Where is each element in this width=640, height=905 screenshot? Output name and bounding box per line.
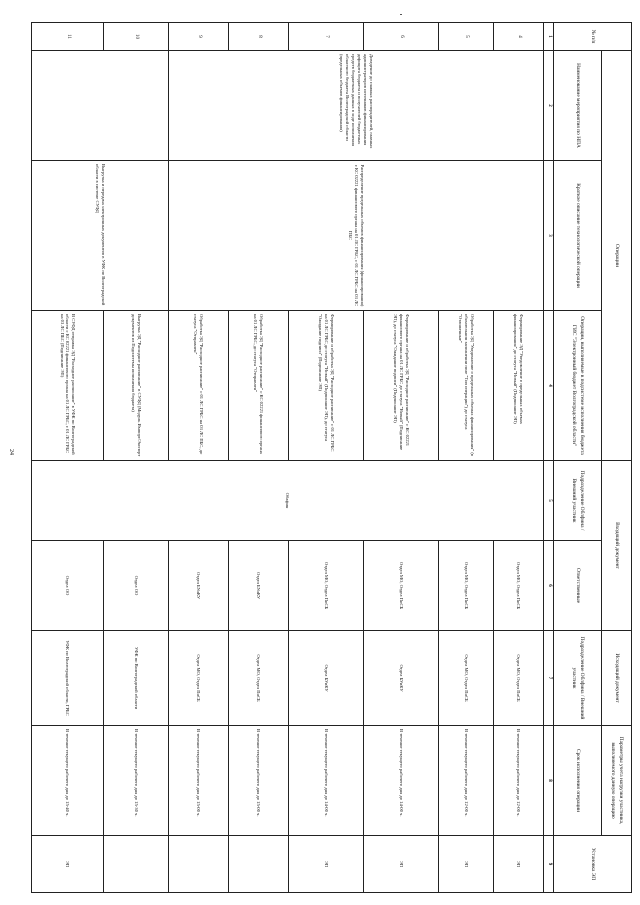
sign-cell: ЭП [364, 836, 439, 893]
header-output-doc: Исходящий документ [602, 631, 632, 726]
deadline-cell: В течение текущего рабочего дня до 15-40 ч. [32, 726, 104, 836]
table-row [104, 23, 169, 893]
row-no: 4 [494, 23, 544, 51]
responsible-cell: Отдел БУиКУ [229, 541, 289, 631]
tech-desc-cell: Выгрузка и передача электронных документов в УФК по Волгоградской области в системе СУФД [32, 161, 169, 311]
out-division-cell: Отдел БУиКУ [364, 631, 439, 726]
out-division-cell: Отдел МО, Отдел ПиСБ [169, 631, 229, 726]
out-division-cell: УФК по Волгоградской области, ГРБС [32, 631, 104, 726]
in-division-cell: Облфин [32, 461, 544, 541]
operations-table [31, 22, 632, 893]
deadline-cell: В течение текущего рабочего дня до 12-00 ч. [439, 726, 494, 836]
deadline-cell: В течение текущего рабочего дня до 15-00 ч. [169, 726, 229, 836]
deadline-cell: В течение текущего рабочего дня до 15-00 ч. [229, 726, 289, 836]
operation-cell: В СУФД отправка ЭД "Расходное расписание" в УФК по Волгоградской области с КС 02221 финансового органа на 01 ЛС ГРБС, с 01 ЛС ГРБС на 03 ЛС ПБС (Подписание ЭП) [32, 311, 104, 461]
operation-cell: Выгрузка ЭД "Расходное расписание" в СУФД (Модуль Импорт/Экспорт документов из Подсистемы исполнения бюджета) [104, 311, 169, 461]
col-index: 9 [544, 836, 554, 893]
deadline-cell: В течение текущего рабочего дня до 12-00 ч. [494, 726, 544, 836]
col-index: 6 [544, 541, 554, 631]
npa-cell-empty [32, 51, 169, 161]
header-in-division: Подразделение Облфина / Внешний участник [554, 461, 602, 541]
responsible-cell: Отдел МО, Отдел ПиСБ [439, 541, 494, 631]
out-division-cell: УФК по Волгоградской области [104, 631, 169, 726]
row-no: 8 [229, 23, 289, 51]
operation-cell: Формирование и обработка ЭД "Расходное расписание" с 01 ЛС ГРБС на 01 ЛС ГРБС до статуса "Новый" (Подписание ЭП), до статуса "Ожидание подписи" (Подписание ЭП) [289, 311, 364, 461]
sign-cell: ЭП [32, 836, 104, 893]
header-sign: Установка ЭП [554, 836, 632, 893]
responsible-cell: Отдел МО, Отдел ПиСБ [289, 541, 364, 631]
out-division-cell: Отдел БУиКУ [289, 631, 364, 726]
sign-cell [169, 836, 229, 893]
page-number: 24 [8, 449, 14, 455]
scan-mark [400, 14, 402, 15]
table-row [494, 23, 544, 893]
operation-cell: Обработка ЭД "Расходное расписание" с КС 02221 финансового органа на 01 ЛС ГРБС, до статуса "Отправлен" [229, 311, 289, 461]
header-deadline: Срок исполнения операции [554, 726, 602, 836]
header-operations: Операции [602, 51, 632, 461]
responsible-cell: Отдел БУиКУ [169, 541, 229, 631]
rotated-table-page [32, 22, 632, 892]
col-index: 8 [544, 726, 554, 836]
row-no: 6 [364, 23, 439, 51]
operation-cell: Формирование и обработка ЭД "Расходное расписание" с КС 02221 финансового органа на 01 ЛС ГРБС до статуса "Новый" (Подписание ЭП), до статуса "Ожидание подписи" (Подписание ЭП) [364, 311, 439, 461]
header-input-doc: Входящий документ [602, 461, 632, 631]
responsible-cell: Отдел ОО [32, 541, 104, 631]
header-responsible: Ответственные [554, 541, 602, 631]
sign-cell: ЭП [439, 836, 494, 893]
out-division-cell: Отдел МО, Отдел ПиСБ [494, 631, 544, 726]
sign-cell: ЭП [289, 836, 364, 893]
out-division-cell: Отдел МО, Отдел ПиСБ [229, 631, 289, 726]
col-index: 3 [544, 161, 554, 311]
operation-cell: Обработка ЭД "Расходное расписание" с 01 ЛС ГРБС на 03 ЛС ПБС, до статуса "Отправлен" [169, 311, 229, 461]
operation-cell: Обработка ЭД "Уведомление о предельных объемах финансирования" (в обязательном заполнении поле "Тип операции") до статуса "Отложенные" [439, 311, 494, 461]
row-no: 7 [289, 23, 364, 51]
tech-desc-cell: Распределение предельных объемов финансирования (финансирования) с КС 02221 финансового органа на 01 ЛС ГРБС, с 01 ЛС ГРБС на 03 ЛС ПБС [169, 161, 544, 311]
header-ops-gis: Операции, выполняемые в подсистеме исполнения бюджета ГИС "Электронный бюджет Волгоградской области" [554, 311, 602, 461]
header-row-no: № п/п [554, 23, 632, 51]
col-index: 7 [544, 631, 554, 726]
deadline-cell: В течение текущего рабочего дня до 14-00 ч. [289, 726, 364, 836]
col-index: 4 [544, 311, 554, 461]
header-out-division: Подразделение Облфина / Внешний участник [554, 631, 602, 726]
out-division-cell: Отдел МО, Отдел ПиСБ [439, 631, 494, 726]
sign-cell: ЭП [494, 836, 544, 893]
header-params: Параметры учета нагрузки участника, выполняемого данную операцию [602, 726, 632, 836]
col-index: 2 [544, 51, 554, 161]
deadline-cell: В течение текущего рабочего дня до 15-30 ч. [104, 726, 169, 836]
row-no: 9 [169, 23, 229, 51]
header-tech-desc: Краткое описание технологической операции [554, 161, 602, 311]
row-no: 11 [32, 23, 104, 51]
npa-cell: Доведение до главных распорядителей, главных администраторов источников финансирования дефицита бюджета и получателей бюджетных средств бюджетных данных в ходе исполнения областного бюджета Волгоградской области (предельных объемов финансирования) [169, 51, 544, 161]
responsible-cell: Отдел МО, Отдел ПиСБ [364, 541, 439, 631]
row-no: 10 [104, 23, 169, 51]
header-npa: Наименование мероприятия по НПА [554, 51, 602, 161]
responsible-cell: Отдел МО, Отдел ПиСБ [494, 541, 544, 631]
sign-cell [104, 836, 169, 893]
col-index: 5 [544, 461, 554, 541]
col-index: 1 [544, 23, 554, 51]
deadline-cell: В течение текущего рабочего дня до 14-00 ч. [364, 726, 439, 836]
responsible-cell: Отдел ОО [104, 541, 169, 631]
sign-cell [229, 836, 289, 893]
row-no: 5 [439, 23, 494, 51]
operation-cell: Формирование ЭД "Уведомление о предельных объемах финансирования" до статуса "Новый" (Подписание ЭП) [494, 311, 544, 461]
